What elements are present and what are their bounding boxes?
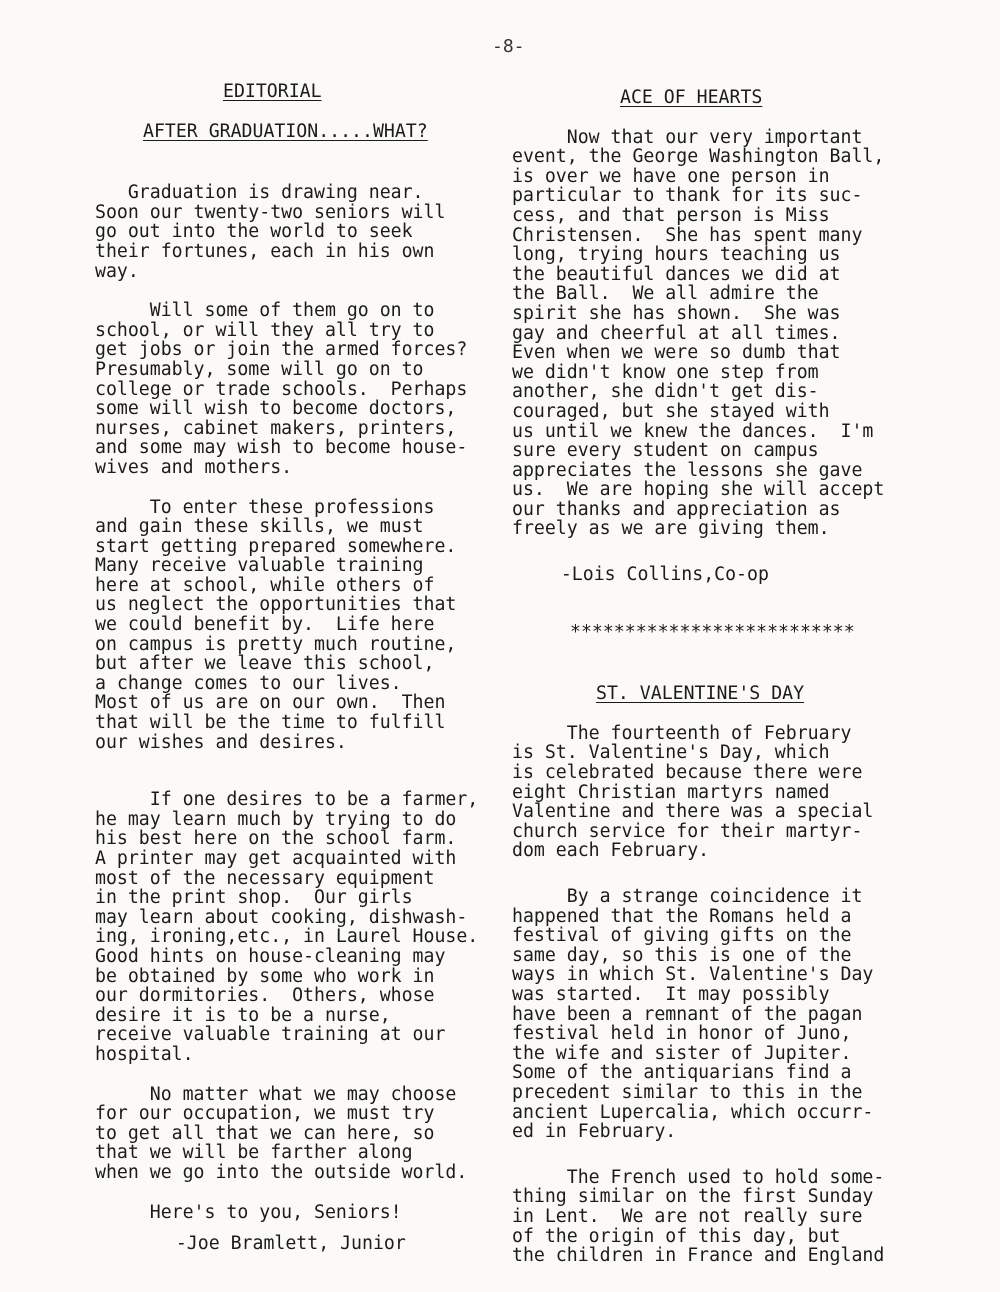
- text-line: Graduation is drawing near.: [95, 182, 424, 204]
- text-line: the wife and sister of Jupiter.: [512, 1042, 852, 1064]
- text-line: church service for their martyr-: [512, 820, 863, 842]
- text-line: to get all that we can here, so: [95, 1122, 435, 1144]
- left-column: [95, 82, 515, 1254]
- ace-signature: -Lois Collins,Co-op: [528, 564, 769, 586]
- page-number: -8-: [492, 36, 525, 57]
- text-line: we didn't know one step from: [512, 361, 819, 383]
- text-line: most of the necessary equipment: [95, 867, 435, 889]
- text-line: when we go into the outside world.: [95, 1161, 468, 1183]
- text-line: the children in France and England: [512, 1245, 885, 1267]
- text-line: and gain these skills, we must: [95, 516, 424, 538]
- text-line: us. We are hoping she will accept: [512, 479, 885, 501]
- text-line: that we will be farther along: [95, 1142, 413, 1164]
- text-line: was started. It may possibly: [512, 983, 830, 1005]
- text-line: desire it is to be a nurse,: [95, 1004, 391, 1026]
- editorial-paragraph-4: [95, 790, 515, 1064]
- text-line: Most of us are on our own. Then: [95, 692, 446, 714]
- text-line: is celebrated because there were: [512, 762, 863, 784]
- text-line: Even when we were so dumb that: [512, 342, 841, 364]
- text-line: cess, and that person is Miss: [512, 204, 830, 226]
- valentines-heading: ST. VALENTINE'S DAY: [596, 683, 805, 705]
- text-line: may learn about cooking, dishwash-: [95, 906, 468, 928]
- text-line: have been a remnant of the pagan: [512, 1003, 863, 1025]
- text-line: he may learn much by trying to do: [95, 808, 457, 830]
- text-line: is over we have one person in: [512, 165, 830, 187]
- editorial-paragraph-5: [95, 1085, 515, 1183]
- valentine-paragraph-2: [512, 887, 932, 1142]
- text-line: No matter what we may choose: [95, 1083, 457, 1105]
- text-line: us neglect the opportunities that: [95, 594, 457, 616]
- text-line: our wishes and desires.: [95, 731, 347, 753]
- editorial-signature: -Joe Bramlett, Junior: [143, 1233, 406, 1255]
- text-line: and some may wish to become house-: [95, 437, 468, 459]
- valentine-paragraph-1: [512, 724, 932, 861]
- editorial-paragraph-3: [95, 498, 515, 753]
- text-line: A printer may get acquainted with: [95, 848, 457, 869]
- editorial-paragraph-2: [95, 301, 515, 477]
- text-line: the beautiful dances we did at: [512, 263, 841, 285]
- text-line: their fortunes, each in his own: [95, 240, 435, 262]
- text-line: dom each February.: [512, 840, 710, 862]
- right-column: [512, 88, 932, 1266]
- text-line: way.: [95, 260, 139, 282]
- text-line: Will some of them go on to: [95, 300, 435, 322]
- editorial-paragraph-1: [95, 183, 515, 281]
- text-line: college or trade schools. Perhaps: [95, 378, 468, 400]
- text-line: get jobs or join the armed forces?: [95, 339, 468, 361]
- text-line: ways in which St. Valentine's Day: [512, 964, 874, 986]
- text-line: nurses, cabinet makers, printers,: [95, 417, 457, 439]
- text-line: same day, so this is one of the: [512, 944, 852, 966]
- text-line: our thanks and appreciation as: [512, 498, 841, 520]
- text-line: but after we leave this school,: [95, 653, 435, 675]
- text-line: long, trying hours teaching us: [512, 244, 841, 266]
- text-line: The French used to hold some-: [512, 1166, 885, 1188]
- text-line: in Lent. We are not really sure: [512, 1205, 863, 1227]
- text-line: receive valuable training at our: [95, 1024, 446, 1046]
- text-line: sure every student on campus: [512, 440, 819, 462]
- ace-of-hearts-heading: ACE OF HEARTS: [620, 87, 763, 108]
- text-line: precedent similar to this in the: [512, 1081, 863, 1103]
- text-line: Here's to you, Seniors!: [95, 1201, 402, 1223]
- valentine-paragraph-3: [512, 1168, 932, 1266]
- text-line: happened that the Romans held a: [512, 905, 852, 927]
- text-line: event, the George Washington Ball,: [512, 146, 885, 168]
- text-line: the Ball. We all admire the: [512, 283, 819, 305]
- text-line: freely as we are giving them.: [512, 518, 830, 540]
- text-line: school, or will they all try to: [95, 319, 435, 341]
- text-line: of the origin of this day, but: [512, 1225, 841, 1247]
- text-line: here at school, while others of: [95, 574, 435, 596]
- text-line: eight Christian martyrs named: [512, 781, 830, 803]
- text-line: Many receive valuable training: [95, 555, 424, 577]
- text-line: be obtained by some who work in: [95, 965, 435, 987]
- editorial-closing: [95, 1203, 515, 1223]
- text-line: By a strange coincidence it: [512, 886, 863, 907]
- text-line: festival held in honor of Juno,: [512, 1023, 852, 1045]
- text-line: on campus is pretty much routine,: [95, 633, 457, 655]
- text-line: some will wish to become doctors,: [95, 398, 457, 420]
- text-line: another, she didn't get dis-: [512, 381, 819, 403]
- text-line: in the print shop. Our girls: [95, 887, 413, 909]
- text-line: If one desires to be a farmer,: [95, 789, 479, 811]
- text-line: Now that our very important: [512, 126, 863, 148]
- text-line: ing, ironing,etc., in Laurel House.: [95, 926, 479, 948]
- text-line: we could benefit by. Life here: [95, 614, 435, 636]
- text-line: The fourteenth of February: [512, 722, 852, 744]
- text-line: Soon our twenty-two seniors will: [95, 201, 446, 223]
- text-line: that will be the time to fulfill: [95, 712, 446, 734]
- section-divider: **************************: [570, 621, 855, 643]
- text-line: Presumably, some will go on to: [95, 358, 424, 380]
- text-line: wives and mothers.: [95, 456, 293, 478]
- text-line: start getting prepared somewhere.: [95, 535, 457, 557]
- text-line: his best here on the school farm.: [95, 828, 457, 850]
- text-line: To enter these professions: [95, 496, 435, 518]
- text-line: us until we knew the dances. I'm: [512, 420, 874, 442]
- text-line: couraged, but she stayed with: [512, 400, 830, 422]
- text-line: is St. Valentine's Day, which: [512, 742, 830, 764]
- text-line: ancient Lupercalia, which occurr-: [512, 1101, 874, 1123]
- text-line: go out into the world to seek: [95, 221, 413, 243]
- text-line: ed in February.: [512, 1121, 677, 1143]
- editorial-title: AFTER GRADUATION.....WHAT?: [143, 120, 428, 142]
- text-line: appreciates the lessons she gave: [512, 459, 863, 481]
- text-line: thing similar on the first Sunday: [512, 1186, 874, 1208]
- editorial-heading: EDITORIAL: [223, 81, 322, 102]
- text-line: a change comes to our lives.: [95, 672, 402, 694]
- text-line: Christensen. She has spent many: [512, 224, 863, 246]
- text-line: hospital.: [95, 1043, 194, 1065]
- text-line: Valentine and there was a special: [512, 801, 874, 823]
- text-line: for our occupation, we must try: [95, 1103, 435, 1125]
- ace-paragraph-1: [512, 128, 932, 539]
- text-line: Some of the antiquarians find a: [512, 1062, 852, 1084]
- text-line: Good hints on house-cleaning may: [95, 945, 446, 967]
- text-line: particular to thank for its suc-: [512, 185, 863, 207]
- text-line: spirit she has shown. She was: [512, 302, 841, 324]
- text-line: festival of giving gifts on the: [512, 925, 852, 947]
- text-line: our dormitories. Others, whose: [95, 985, 435, 1007]
- text-line: gay and cheerful at all times.: [512, 322, 841, 344]
